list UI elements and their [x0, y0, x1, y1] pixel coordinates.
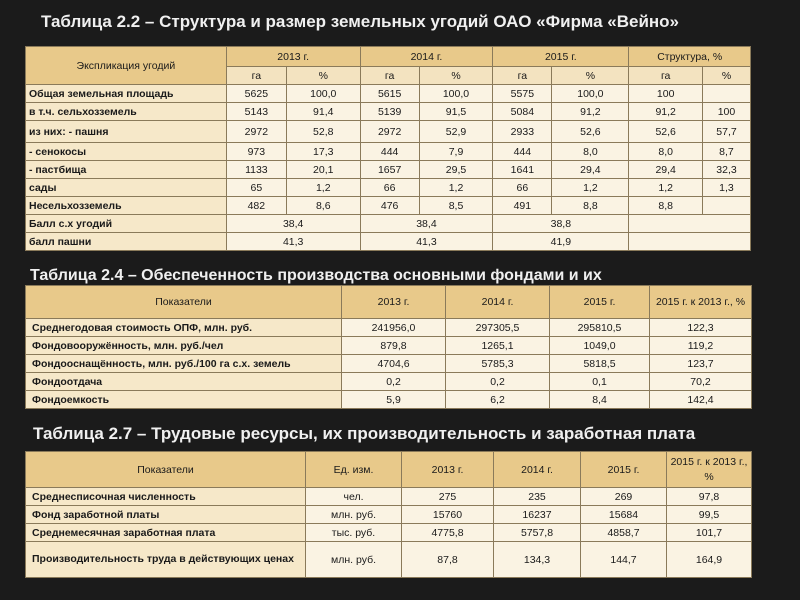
row-value: 6,2	[446, 391, 550, 409]
row-value: 0,1	[550, 373, 650, 391]
row-value: 5785,3	[446, 355, 550, 373]
row-value: 4858,7	[581, 524, 667, 542]
row-value: 4704,6	[342, 355, 446, 373]
row-value: 101,7	[667, 524, 752, 542]
row-value: 144,7	[581, 542, 667, 578]
row-value: 1,2	[419, 179, 493, 197]
row-value: 4775,8	[402, 524, 494, 542]
row-value: 235	[494, 488, 581, 506]
row-value: 91,2	[629, 103, 703, 121]
row-value: 8,6	[286, 197, 360, 215]
row-unit: чел.	[306, 488, 402, 506]
land-structure-table	[25, 46, 751, 251]
subheader-ha: га	[493, 67, 552, 85]
header-ratio: 2015 г. к 2013 г., %	[650, 286, 752, 319]
table-row	[26, 143, 751, 161]
table-row	[26, 506, 752, 524]
row-value: 297305,5	[446, 319, 550, 337]
row-value: 38,8	[493, 215, 629, 233]
labor-resources-table	[25, 451, 752, 578]
row-value: 7,9	[419, 143, 493, 161]
row-value: 0,2	[446, 373, 550, 391]
row-value: 1,3	[702, 179, 750, 197]
row-value: 29,4	[552, 161, 629, 179]
row-value: 91,2	[552, 103, 629, 121]
table-row	[26, 103, 751, 121]
row-value	[702, 85, 750, 103]
header-2013: 2013 г.	[342, 286, 446, 319]
subheader-ha: га	[360, 67, 419, 85]
subheader-pct: %	[702, 67, 750, 85]
row-value: 99,5	[667, 506, 752, 524]
row-value: 38,4	[360, 215, 493, 233]
row-label: Фонд заработной платы	[26, 506, 306, 524]
row-label: Общая земельная площадь	[26, 85, 227, 103]
table-row	[26, 337, 752, 355]
row-value: 100,0	[552, 85, 629, 103]
header-unit: Ед. изм.	[306, 452, 402, 488]
row-value: 1,2	[552, 179, 629, 197]
row-value: 1133	[226, 161, 286, 179]
row-value: 2972	[360, 121, 419, 143]
row-unit: млн. руб.	[306, 542, 402, 578]
header-ratio: 2015 г. к 2013 г., %	[667, 452, 752, 488]
header-2013: 2013 г.	[226, 47, 360, 67]
row-label: Фондовооружённость, млн. руб./чел	[26, 337, 342, 355]
row-value: 444	[360, 143, 419, 161]
row-label: - пастбища	[26, 161, 227, 179]
row-value: 5143	[226, 103, 286, 121]
table-row	[26, 373, 752, 391]
row-label: Производительность труда в действующих ценах	[26, 542, 306, 578]
subheader-ha: га	[226, 67, 286, 85]
header-2015: 2015 г.	[550, 286, 650, 319]
row-value: 5139	[360, 103, 419, 121]
row-value: 5575	[493, 85, 552, 103]
subheader-pct: %	[286, 67, 360, 85]
row-value: 5084	[493, 103, 552, 121]
row-value: 5615	[360, 85, 419, 103]
subheader-pct: %	[552, 67, 629, 85]
header-2014: 2014 г.	[494, 452, 581, 488]
row-value: 100	[702, 103, 750, 121]
table-row	[26, 524, 752, 542]
header-2014: 2014 г.	[360, 47, 493, 67]
table-row	[26, 197, 751, 215]
table-2-7-title: Таблица 2.7 – Трудовые ресурсы, их производительность и заработная плата	[33, 424, 696, 443]
row-value: 973	[226, 143, 286, 161]
row-value: 142,4	[650, 391, 752, 409]
row-value: 269	[581, 488, 667, 506]
row-value: 52,8	[286, 121, 360, 143]
table-row	[26, 85, 751, 103]
row-value: 119,2	[650, 337, 752, 355]
row-value: 8,0	[629, 143, 703, 161]
land-structure-rows	[26, 85, 751, 215]
row-value: 1657	[360, 161, 419, 179]
row-value: 8,4	[550, 391, 650, 409]
row-value: 491	[493, 197, 552, 215]
row-value: 97,8	[667, 488, 752, 506]
row-value: 476	[360, 197, 419, 215]
row-value: 5,9	[342, 391, 446, 409]
row-value: 15760	[402, 506, 494, 524]
row-value: 295810,5	[550, 319, 650, 337]
row-value: 275	[402, 488, 494, 506]
row-value: 1049,0	[550, 337, 650, 355]
row-value: 134,3	[494, 542, 581, 578]
row-value: 879,8	[342, 337, 446, 355]
row-label: Среднегодовая стоимость ОПФ, млн. руб.	[26, 319, 342, 337]
row-value: 29,4	[629, 161, 703, 179]
row-value: 5625	[226, 85, 286, 103]
row-value: 2972	[226, 121, 286, 143]
labor-resources-rows	[26, 488, 752, 578]
subheader-pct: %	[419, 67, 493, 85]
row-value: 91,4	[286, 103, 360, 121]
row-value: 100,0	[286, 85, 360, 103]
row-value: 8,8	[552, 197, 629, 215]
fixed-assets-rows	[26, 319, 752, 409]
row-label: Фондоемкость	[26, 391, 342, 409]
header-structure: Структура, %	[629, 47, 751, 67]
table-row	[26, 319, 752, 337]
header-2015: 2015 г.	[581, 452, 667, 488]
row-label: Балл с.х угодий	[26, 215, 227, 233]
row-value: 52,9	[419, 121, 493, 143]
row-value: 5818,5	[550, 355, 650, 373]
fixed-assets-table	[25, 285, 752, 409]
row-value: 17,3	[286, 143, 360, 161]
row-value: 8,7	[702, 143, 750, 161]
row-label: сады	[26, 179, 227, 197]
header-indicators: Показатели	[26, 452, 306, 488]
header-2015: 2015 г.	[493, 47, 629, 67]
table-row	[26, 161, 751, 179]
table-row	[26, 355, 752, 373]
row-value: 32,3	[702, 161, 750, 179]
table-row	[26, 542, 752, 578]
row-value: 164,9	[667, 542, 752, 578]
row-label: из них: - пашня	[26, 121, 227, 143]
table-row	[26, 215, 751, 233]
row-value: 122,3	[650, 319, 752, 337]
row-value: 29,5	[419, 161, 493, 179]
row-value: 241956,0	[342, 319, 446, 337]
table-row	[26, 488, 752, 506]
row-value: 100,0	[419, 85, 493, 103]
row-label: - сенокосы	[26, 143, 227, 161]
subheader-ha: га	[629, 67, 703, 85]
row-value: 66	[493, 179, 552, 197]
row-value: 41,3	[360, 233, 493, 251]
row-value: 15684	[581, 506, 667, 524]
row-value: 57,7	[702, 121, 750, 143]
row-value: 482	[226, 197, 286, 215]
row-value: 2933	[493, 121, 552, 143]
row-value: 38,4	[226, 215, 360, 233]
header-2014: 2014 г.	[446, 286, 550, 319]
row-value	[629, 233, 751, 251]
row-value: 8,0	[552, 143, 629, 161]
row-value: 0,2	[342, 373, 446, 391]
row-value: 5757,8	[494, 524, 581, 542]
header-2013: 2013 г.	[402, 452, 494, 488]
row-value: 52,6	[629, 121, 703, 143]
header-indicators: Показатели	[26, 286, 342, 319]
row-unit: млн. руб.	[306, 506, 402, 524]
row-value: 444	[493, 143, 552, 161]
row-value	[702, 197, 750, 215]
row-unit: тыс. руб.	[306, 524, 402, 542]
row-label: Фондоотдача	[26, 373, 342, 391]
row-value: 87,8	[402, 542, 494, 578]
row-value: 1,2	[286, 179, 360, 197]
row-value: 123,7	[650, 355, 752, 373]
row-label: балл пашни	[26, 233, 227, 251]
row-value: 41,3	[226, 233, 360, 251]
row-value: 70,2	[650, 373, 752, 391]
row-value: 1265,1	[446, 337, 550, 355]
table-row	[26, 179, 751, 197]
table-row	[26, 391, 752, 409]
row-value: 20,1	[286, 161, 360, 179]
table-2-4-title: Таблица 2.4 – Обеспеченность производства основными фондами и их	[30, 267, 602, 284]
table-row	[26, 121, 751, 143]
row-value	[629, 215, 751, 233]
row-label: в т.ч. сельхозземель	[26, 103, 227, 121]
row-value: 100	[629, 85, 703, 103]
row-value: 66	[360, 179, 419, 197]
row-value: 52,6	[552, 121, 629, 143]
table-2-2-title: Таблица 2.2 – Структура и размер земельных угодий ОАО «Фирма «Вейно»	[41, 12, 679, 31]
row-value: 1,2	[629, 179, 703, 197]
table-row	[26, 233, 751, 251]
row-value: 16237	[494, 506, 581, 524]
row-label: Несельхозземель	[26, 197, 227, 215]
row-label: Среднемесячная заработная плата	[26, 524, 306, 542]
header-explication: Экспликация угодий	[26, 47, 227, 85]
row-value: 8,5	[419, 197, 493, 215]
land-score-rows	[26, 215, 751, 251]
row-label: Фондооснащённость, млн. руб./100 га с.х. земель	[26, 355, 342, 373]
row-value: 91,5	[419, 103, 493, 121]
row-label: Среднесписочная численность	[26, 488, 306, 506]
row-value: 41,9	[493, 233, 629, 251]
row-value: 8,8	[629, 197, 703, 215]
row-value: 65	[226, 179, 286, 197]
row-value: 1641	[493, 161, 552, 179]
